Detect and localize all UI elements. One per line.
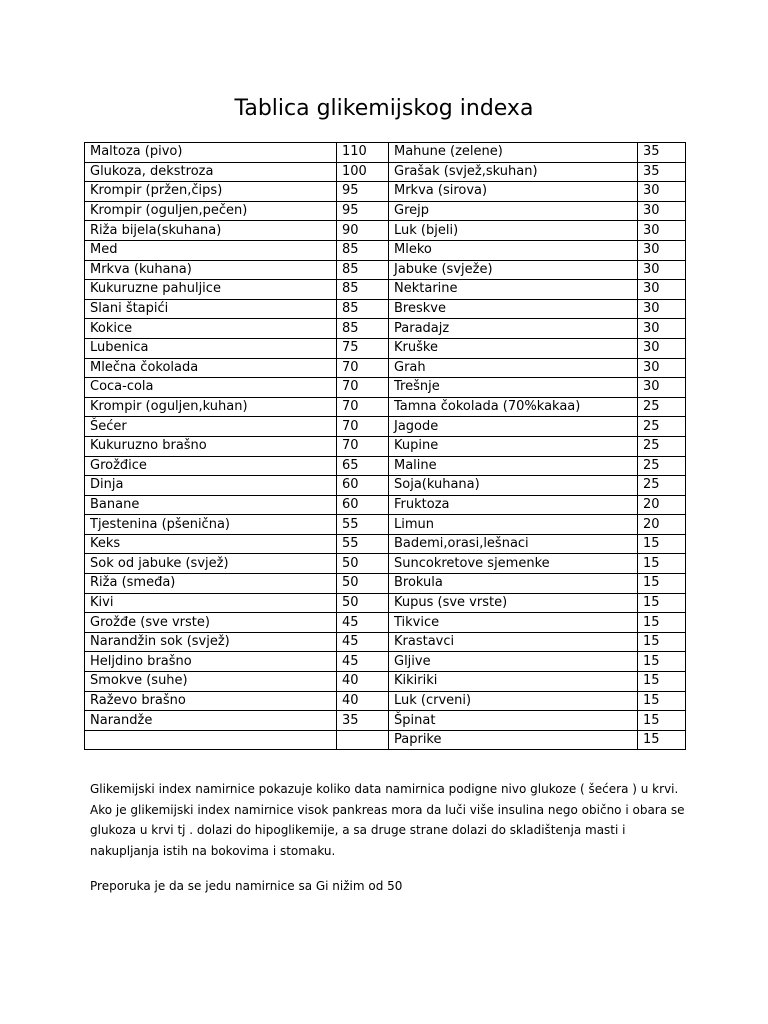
- gi-value-cell: 15: [638, 691, 686, 711]
- gi-value-cell: 15: [638, 534, 686, 554]
- gi-value-cell: 55: [337, 534, 389, 554]
- gi-value-cell: 30: [638, 378, 686, 398]
- table-row: [85, 143, 686, 163]
- table-row: [85, 201, 686, 221]
- food-name-cell: Nektarine: [389, 280, 638, 300]
- table-row: [85, 456, 686, 476]
- food-name-cell: Kivi: [85, 593, 337, 613]
- gi-value-cell: 15: [638, 593, 686, 613]
- gi-value-cell: 15: [638, 574, 686, 594]
- table-row: [85, 221, 686, 241]
- food-name-cell: Coca-cola: [85, 378, 337, 398]
- gi-value-cell: 45: [337, 652, 389, 672]
- food-name-cell: Bademi,orasi,lešnaci: [389, 534, 638, 554]
- gi-value-cell: 15: [638, 554, 686, 574]
- food-name-cell: Mlečna čokolada: [85, 358, 337, 378]
- food-name-cell: Krastavci: [389, 632, 638, 652]
- food-name-cell: Luk (crveni): [389, 691, 638, 711]
- table-row: [85, 476, 686, 496]
- table-row: [85, 632, 686, 652]
- food-name-cell: Grožđice: [85, 456, 337, 476]
- food-name-cell: Kikiriki: [389, 672, 638, 692]
- table-row: [85, 260, 686, 280]
- table-body: [85, 143, 686, 750]
- gi-value-cell: 70: [337, 397, 389, 417]
- gi-value-cell: 35: [337, 711, 389, 731]
- gi-value-cell: 20: [638, 515, 686, 535]
- food-name-cell: Gljive: [389, 652, 638, 672]
- glycemic-index-table: [84, 142, 686, 750]
- food-name-cell: Jabuke (svježe): [389, 260, 638, 280]
- gi-value-cell: 60: [337, 495, 389, 515]
- food-name-cell: Grašak (svjež,skuhan): [389, 162, 638, 182]
- table-row: [85, 378, 686, 398]
- table-row: [85, 319, 686, 339]
- food-name-cell: Mrkva (sirova): [389, 182, 638, 202]
- food-name-cell: Limun: [389, 515, 638, 535]
- table-row: [85, 338, 686, 358]
- food-name-cell: Tamna čokolada (70%kakaa): [389, 397, 638, 417]
- food-name-cell: Smokve (suhe): [85, 672, 337, 692]
- food-name-cell: Maline: [389, 456, 638, 476]
- food-name-cell: Grožđe (sve vrste): [85, 613, 337, 633]
- gi-value-cell: 85: [337, 280, 389, 300]
- gi-value-cell: 50: [337, 554, 389, 574]
- gi-value-cell: 30: [638, 201, 686, 221]
- food-name-cell: Riža bijela(skuhana): [85, 221, 337, 241]
- table-row: [85, 280, 686, 300]
- gi-value-cell: 40: [337, 672, 389, 692]
- table-row: [85, 299, 686, 319]
- gi-value-cell: 95: [337, 201, 389, 221]
- gi-value-cell: 15: [638, 652, 686, 672]
- table-row: [85, 162, 686, 182]
- gi-value-cell: 45: [337, 613, 389, 633]
- gi-value-cell: 30: [638, 240, 686, 260]
- gi-value-cell: 35: [638, 143, 686, 163]
- food-name-cell: Riža (smeđa): [85, 574, 337, 594]
- gi-value-cell: 85: [337, 240, 389, 260]
- gi-value-cell: 55: [337, 515, 389, 535]
- food-name-cell: Kupine: [389, 436, 638, 456]
- table-row: [85, 515, 686, 535]
- gi-value-cell: 25: [638, 436, 686, 456]
- food-name-cell: Šećer: [85, 417, 337, 437]
- table-row: [85, 613, 686, 633]
- table-row: [85, 593, 686, 613]
- food-name-cell: Keks: [85, 534, 337, 554]
- gi-value-cell: 70: [337, 417, 389, 437]
- gi-value-cell: 50: [337, 593, 389, 613]
- gi-value-cell: 15: [638, 711, 686, 731]
- food-name-cell: Lubenica: [85, 338, 337, 358]
- gi-value-cell: 65: [337, 456, 389, 476]
- food-name-cell: Banane: [85, 495, 337, 515]
- food-name-cell: [85, 730, 337, 750]
- gi-value-cell: 30: [638, 260, 686, 280]
- gi-value-cell: 70: [337, 436, 389, 456]
- food-name-cell: Breskve: [389, 299, 638, 319]
- gi-value-cell: 25: [638, 456, 686, 476]
- gi-value-cell: 85: [337, 260, 389, 280]
- food-name-cell: Grejp: [389, 201, 638, 221]
- gi-value-cell: 75: [337, 338, 389, 358]
- gi-value-cell: 15: [638, 672, 686, 692]
- food-name-cell: Krompir (oguljen,pečen): [85, 201, 337, 221]
- description-paragraph: Glikemijski index namirnice pokazuje koliko data namirnica podigne nivo glukoze ( šećera ) u krvi. Ako je glikemijski index namirnice visok pankreas mora da luči više insulina nego obično i obara se glukoza u krvi tj . dolazi do hipoglikemije, a sa druge strane dolazi do skladištenja masti i nakupljanja istih na bokovima i stomaku.: [90, 782, 685, 858]
- food-name-cell: Suncokretove sjemenke: [389, 554, 638, 574]
- table-row: [85, 436, 686, 456]
- table-row: [85, 652, 686, 672]
- gi-value-cell: 30: [638, 319, 686, 339]
- recommendation-text: Preporuka je da se jedu namirnice sa Gi nižim od 50: [90, 879, 403, 893]
- food-name-cell: Tikvice: [389, 613, 638, 633]
- food-name-cell: Sok od jabuke (svjež): [85, 554, 337, 574]
- food-name-cell: Maltoza (pivo): [85, 143, 337, 163]
- table-row: [85, 417, 686, 437]
- gi-value-cell: 85: [337, 319, 389, 339]
- table-row: [85, 358, 686, 378]
- food-name-cell: Med: [85, 240, 337, 260]
- gi-value-cell: 30: [638, 221, 686, 241]
- food-name-cell: Glukoza, dekstroza: [85, 162, 337, 182]
- gi-value-cell: 45: [337, 632, 389, 652]
- gi-value-cell: 60: [337, 476, 389, 496]
- table-row: [85, 554, 686, 574]
- food-name-cell: Soja(kuhana): [389, 476, 638, 496]
- table-row: [85, 534, 686, 554]
- food-name-cell: Paprike: [389, 730, 638, 750]
- food-name-cell: Kokice: [85, 319, 337, 339]
- gi-value-cell: 110: [337, 143, 389, 163]
- gi-value-cell: 15: [638, 632, 686, 652]
- table-row: [85, 574, 686, 594]
- table-row: [85, 182, 686, 202]
- gi-value-cell: 25: [638, 476, 686, 496]
- gi-value-cell: 30: [638, 358, 686, 378]
- gi-value-cell: 100: [337, 162, 389, 182]
- food-name-cell: Slani štapići: [85, 299, 337, 319]
- food-name-cell: Heljdino brašno: [85, 652, 337, 672]
- food-name-cell: Jagode: [389, 417, 638, 437]
- page-title: Tablica glikemijskog indexa: [234, 96, 534, 121]
- food-name-cell: Kupus (sve vrste): [389, 593, 638, 613]
- table-row: [85, 711, 686, 731]
- food-name-cell: Tjestenina (pšenična): [85, 515, 337, 535]
- food-name-cell: Luk (bjeli): [389, 221, 638, 241]
- gi-value-cell: 40: [337, 691, 389, 711]
- food-name-cell: Mahune (zelene): [389, 143, 638, 163]
- food-name-cell: Kukuruzno brašno: [85, 436, 337, 456]
- gi-value-cell: 30: [638, 299, 686, 319]
- gi-value-cell: 35: [638, 162, 686, 182]
- gi-value-cell: 25: [638, 397, 686, 417]
- food-name-cell: Kukuruzne pahuljice: [85, 280, 337, 300]
- gi-value-cell: 95: [337, 182, 389, 202]
- food-name-cell: Fruktoza: [389, 495, 638, 515]
- food-name-cell: Mleko: [389, 240, 638, 260]
- food-name-cell: Dinja: [85, 476, 337, 496]
- food-name-cell: Raževo brašno: [85, 691, 337, 711]
- food-name-cell: Paradajz: [389, 319, 638, 339]
- food-name-cell: Špinat: [389, 711, 638, 731]
- food-name-cell: Mrkva (kuhana): [85, 260, 337, 280]
- table-row: [85, 730, 686, 750]
- table-row: [85, 495, 686, 515]
- gi-value-cell: 90: [337, 221, 389, 241]
- table-row: [85, 240, 686, 260]
- gi-value-cell: 70: [337, 378, 389, 398]
- gi-value-cell: 50: [337, 574, 389, 594]
- gi-value-cell: 30: [638, 338, 686, 358]
- gi-value-cell: 85: [337, 299, 389, 319]
- gi-value-cell: 15: [638, 730, 686, 750]
- food-name-cell: Narandže: [85, 711, 337, 731]
- gi-value-cell: 30: [638, 182, 686, 202]
- gi-value-cell: [337, 730, 389, 750]
- food-name-cell: Narandžin sok (svjež): [85, 632, 337, 652]
- food-name-cell: Krompir (oguljen,kuhan): [85, 397, 337, 417]
- table-row: [85, 691, 686, 711]
- food-name-cell: Brokula: [389, 574, 638, 594]
- gi-value-cell: 20: [638, 495, 686, 515]
- gi-value-cell: 70: [337, 358, 389, 378]
- table-row: [85, 672, 686, 692]
- food-name-cell: Grah: [389, 358, 638, 378]
- food-name-cell: Krompir (pržen,čips): [85, 182, 337, 202]
- gi-value-cell: 25: [638, 417, 686, 437]
- food-name-cell: Kruške: [389, 338, 638, 358]
- gi-value-cell: 15: [638, 613, 686, 633]
- gi-value-cell: 30: [638, 280, 686, 300]
- table-row: [85, 397, 686, 417]
- food-name-cell: Trešnje: [389, 378, 638, 398]
